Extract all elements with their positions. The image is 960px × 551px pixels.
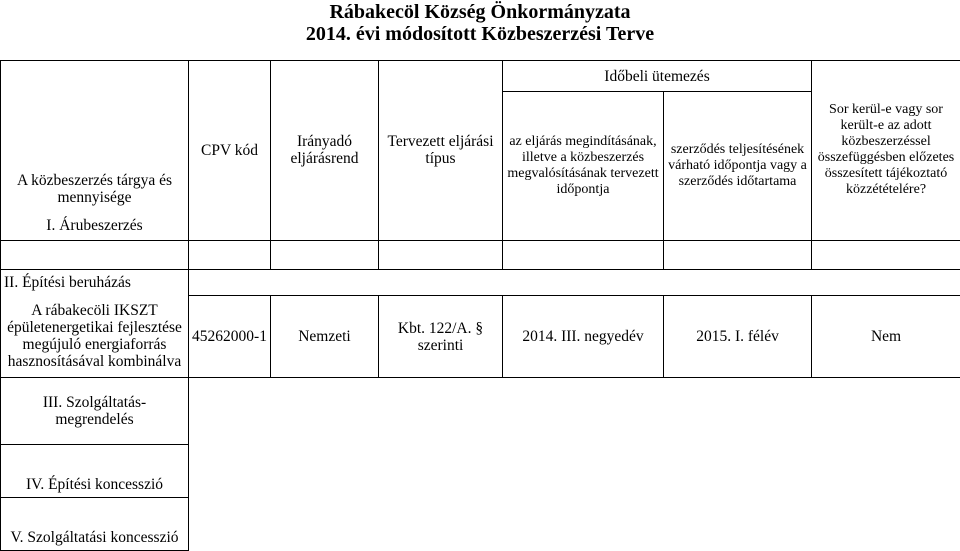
header-end: szerződés teljesítésének várható időpontja vagy a szerződés időtartama <box>664 92 812 241</box>
section-services: III. Szolgáltatás-megrendelés <box>1 378 189 445</box>
spacer-cell <box>189 498 960 551</box>
row-notice: Nem <box>812 296 960 378</box>
page-title-line1: Rábakecöl Község Önkormányzata <box>329 1 631 23</box>
spacer-cell <box>189 269 960 295</box>
header-procedure: Irányadó eljárásrend <box>271 61 379 241</box>
row-start: 2014. III. negyedév <box>503 296 664 378</box>
empty-cell <box>664 240 812 269</box>
spacer-cell <box>189 445 960 498</box>
empty-cell <box>379 240 503 269</box>
page-title-line2: 2014. évi módosított Közbeszerzési Terve <box>305 23 655 45</box>
section-service-concession: V. Szolgáltatási koncesszió <box>1 498 189 551</box>
section-construction <box>1 269 189 295</box>
header-notice: Sor kerül-e vagy sor került-e az adott közbeszerzéssel összefüggésben előzetes összesített tájékoztató közzétételére? <box>812 61 960 241</box>
spacer-cell <box>189 378 960 445</box>
header-start: az eljárás megindításának, illetve a közbeszerzés megvalósításának tervezett időpontja <box>503 92 664 241</box>
empty-cell <box>1 240 189 269</box>
header-type: Tervezett eljárási típus <box>379 61 503 241</box>
row-cpv: 45262000-1 <box>189 296 271 378</box>
empty-cell <box>271 240 379 269</box>
procurement-plan-table <box>0 60 960 551</box>
section-works-concession: IV. Építési koncesszió <box>1 445 189 498</box>
row-type: Kbt. 122/A. § szerinti <box>379 296 503 378</box>
header-subject: A közbeszerzés tárgya és mennyisége <box>1 61 189 212</box>
row-end: 2015. I. félév <box>664 296 812 378</box>
header-cpv: CPV kód <box>189 61 271 241</box>
row-procedure: Nemzeti <box>271 296 379 378</box>
section-goods: I. Árubeszerzés <box>1 212 189 241</box>
header-schedule: Időbeli ütemezés <box>503 61 812 92</box>
empty-cell <box>812 240 960 269</box>
row-subject: A rábakecöli IKSZT épületenergetikai fejlesztése megújuló energiaforrás hasznosításával kombinálva <box>1 296 189 378</box>
empty-cell <box>503 240 664 269</box>
section-construction-label: II. Építési beruházás <box>4 274 131 292</box>
empty-cell <box>189 240 271 269</box>
